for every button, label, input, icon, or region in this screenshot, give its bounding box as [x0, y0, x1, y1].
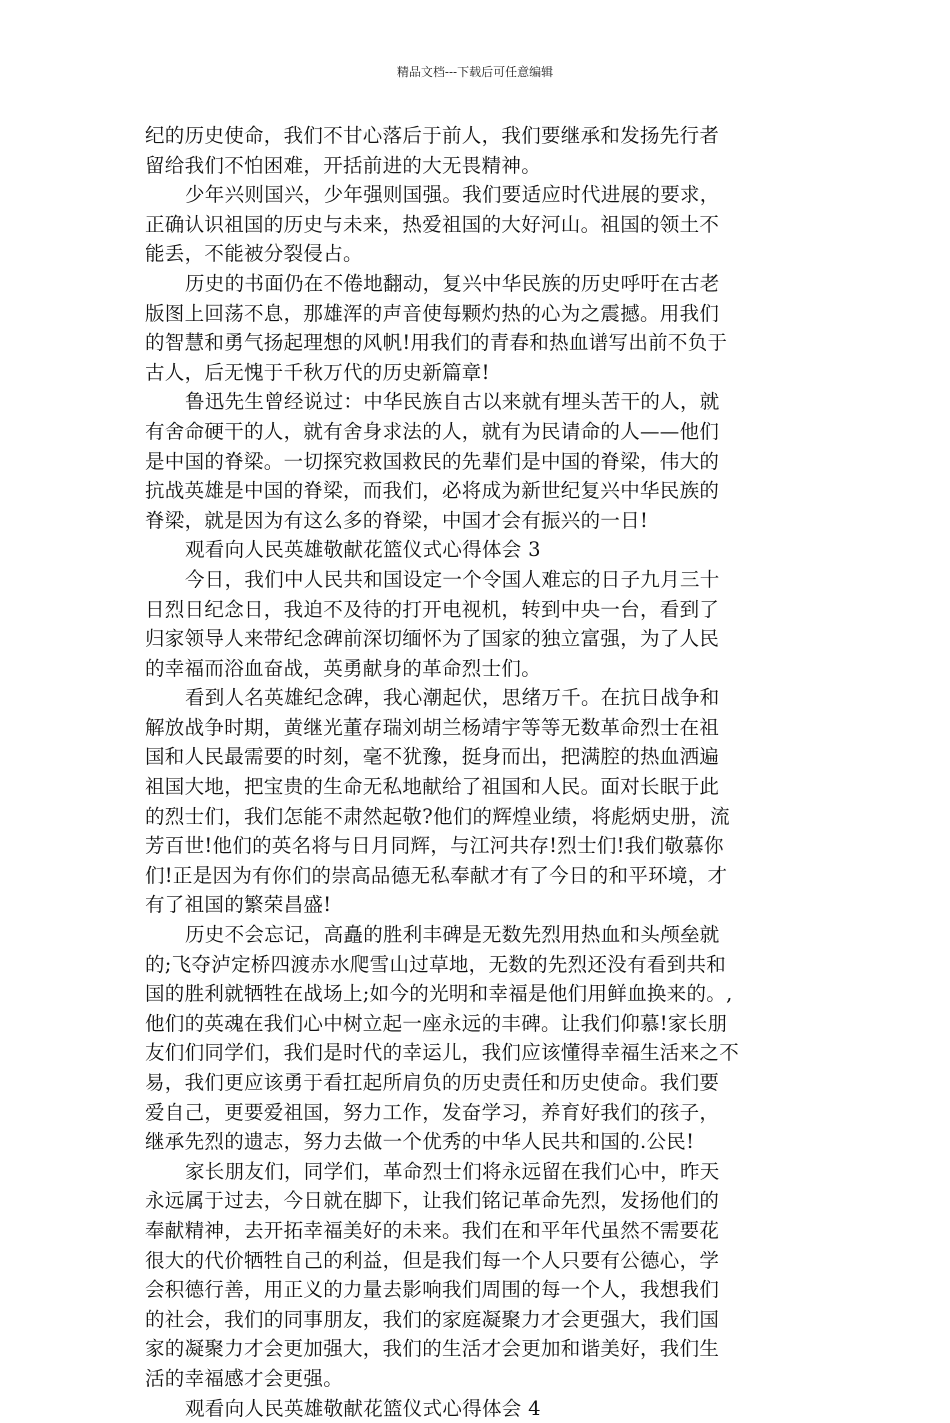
text-line: 奉献精神，去开拓幸福美好的未来。我们在和平年代虽然不需要花 [145, 1218, 720, 1242]
text-line: 归家领导人来带纪念碑前深切缅怀为了国家的独立富强，为了人民 [145, 627, 720, 651]
text-line: 抗战英雄是中国的脊梁，而我们，必将成为新世纪复兴中华民族的 [145, 479, 720, 503]
paragraph [145, 180, 809, 269]
paragraph [145, 121, 809, 180]
text-line: 永远属于过去，今日就在脚下，让我们铭记革命先烈，发扬他们的 [145, 1189, 720, 1213]
text-line: 家长朋友们，同学们，革命烈士们将永远留在我们心中，昨天 [185, 1159, 720, 1183]
text-line: 的幸福而浴血奋战，英勇献身的革命烈士们。 [145, 656, 542, 680]
text-line: 活的幸福感才会更强。 [145, 1366, 344, 1390]
paragraph [145, 1157, 809, 1394]
text-line: 观看向人民英雄敬献花篮仪式心得体会 3 [185, 538, 541, 562]
paragraph [145, 920, 809, 1157]
paragraph [145, 387, 809, 535]
text-line: 日烈日纪念日，我迫不及待的打开电视机，转到中央一台，看到了 [145, 597, 720, 621]
text-line: 纪的历史使命，我们不甘心落后于前人，我们要继承和发扬先行者 [145, 124, 720, 147]
text-line: 的社会，我们的同事朋友，我们的家庭凝聚力才会更强大，我们国 [145, 1307, 720, 1331]
text-line: 国的胜利就牺牲在战场上;如今的光明和幸福是他们用鲜血换来的。, [145, 982, 733, 1006]
text-line: 看到人名英雄纪念碑，我心潮起伏，思绪万千。在抗日战争和 [185, 686, 720, 710]
paragraph [145, 683, 809, 920]
text-line: 国和人民最需要的时刻，毫不犹豫，挺身而出，把满腔的热血洒遍 [145, 745, 720, 769]
text-line: 友们们同学们，我们是时代的幸运儿，我们应该懂得幸福生活来之不 [145, 1041, 740, 1065]
text-line: 历史不会忘记，高矗的胜利丰碑是无数先烈用热血和头颅垒就 [185, 923, 720, 947]
paragraph [145, 1394, 809, 1423]
text-line: 芳百世!他们的英名将与日月同辉，与江河共存!烈士们!我们敬慕你 [145, 834, 724, 858]
text-line: 继承先烈的遗志，努力去做一个优秀的中华人民共和国的.公民! [145, 1130, 695, 1154]
text-line: 今日，我们中人民共和国设定一个令国人难忘的日子九月三十 [185, 567, 720, 591]
text-line: 的烈士们，我们怎能不肃然起敬?他们的辉煌业绩，将彪炳史册，流 [145, 804, 730, 828]
text-line: 正确认识祖国的历史与未来，热爱祖国的大好河山。祖国的领土不 [145, 212, 720, 236]
text-line: 少年兴则国兴，少年强则国强。我们要适应时代进展的要求， [185, 183, 720, 207]
text-line: 留给我们不怕困难，开括前进的大无畏精神。 [145, 153, 542, 177]
text-line: 有了祖国的繁荣昌盛! [145, 893, 332, 917]
document-body [145, 121, 809, 1423]
text-line: 解放战争时期，黄继光董存瑞刘胡兰杨靖宇等等无数革命烈士在祖 [145, 715, 720, 739]
text-line: 很大的代价牺牲自己的利益，但是我们每一个人只要有公德心，学 [145, 1248, 720, 1272]
text-line: 脊梁，就是因为有这么多的脊梁，中国才会有振兴的一日! [145, 508, 649, 532]
text-line: 的;飞夺泸定桥四渡赤水爬雪山过草地，无数的先烈还没有看到共和 [145, 952, 727, 976]
text-line: 版图上回荡不息，那雄浑的声音使每颗灼热的心为之震撼。用我们 [145, 301, 720, 325]
text-line: 历史的书面仍在不倦地翻动，复兴中华民族的历史呼吁在古老 [185, 271, 720, 295]
paragraph [145, 565, 809, 683]
text-line: 有舍命硬干的人，就有舍身求法的人，就有为民请命的人——他们 [145, 419, 720, 443]
text-line: 古人，后无愧于千秋万代的历史新篇章! [145, 360, 490, 384]
paragraph [145, 535, 809, 565]
text-line: 他们的英魂在我们心中树立起一座永远的丰碑。让我们仰慕!家长朋 [145, 1011, 728, 1035]
text-line: 们!正是因为有你们的崇高品德无私奉献才有了今日的和平环境，才 [145, 863, 728, 887]
text-line: 会积德行善，用正义的力量去影响我们周围的每一个人，我想我们 [145, 1278, 720, 1302]
text-line: 家的凝聚力才会更加强大，我们的生活才会更加和谐美好，我们生 [145, 1337, 720, 1361]
paragraph [145, 269, 809, 387]
text-line: 能丢，不能被分裂侵占。 [145, 242, 363, 266]
page-header: 精品文档---下载后可任意编辑 [396, 65, 554, 79]
text-line: 观看向人民英雄敬献花篮仪式心得体会 4 [185, 1396, 541, 1420]
text-line: 鲁迅先生曾经说过：中华民族自古以来就有埋头苦干的人，就 [185, 390, 720, 414]
text-line: 爱自己，更要爱祖国，努力工作，发奋学习，养育好我们的孩子， [145, 1100, 720, 1124]
text-line: 祖国大地，把宝贵的生命无私地献给了祖国和人民。面对长眠于此 [145, 775, 720, 799]
text-line: 是中国的脊梁。一切探究救国救民的先辈们是中国的脊梁，伟大的 [145, 449, 720, 473]
text-line: 易，我们更应该勇于看扛起所肩负的历史责任和历史使命。我们要 [145, 1071, 720, 1094]
text-line: 的智慧和勇气扬起理想的风帆!用我们的青春和热血谱写出前不负于 [145, 331, 728, 355]
